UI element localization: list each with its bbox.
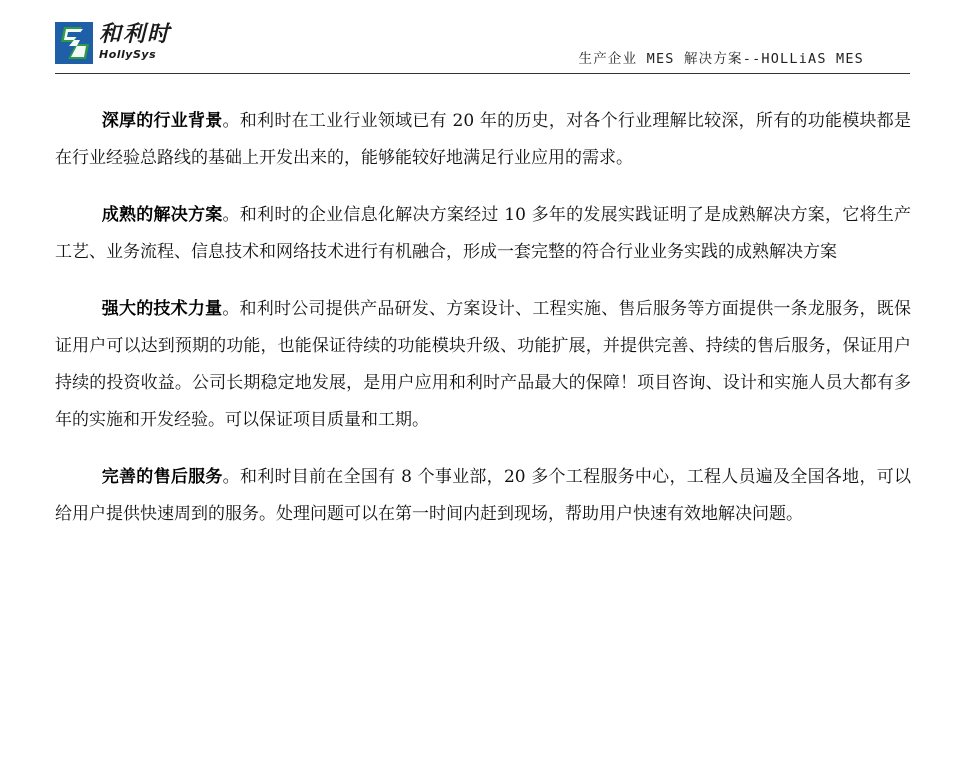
paragraph-after-sales-service: [55, 459, 911, 533]
paragraph-heading: 成熟的解决方案: [101, 205, 223, 225]
company-logo: [55, 22, 195, 66]
document-body: [55, 103, 911, 553]
paragraph-text: 。和利时的企业信息化解决方案经过 10 多年的发展实践证明了是成熟解决方案，它将生产工艺、业务流程、信息技术和网络技术进行有机融合，形成一套完整的符合行业业务实践的成熟解决方案: [55, 205, 911, 262]
paragraph-text: 。和利时在工业行业领域已有 20 年的历史，对各个行业理解比较深，所有的功能模块都是在行业经验总路线的基础上开发出来的，能够能较好地满足行业应用的需求。: [55, 111, 911, 168]
logo-english-name: HollySys: [99, 48, 157, 61]
paragraph-heading: 强大的技术力量: [101, 299, 223, 319]
paragraph-text: 。和利时公司提供产品研发、方案设计、工程实施、售后服务等方面提供一条龙服务，既保证用户可以达到预期的功能，也能保证待续的功能模块升级、功能扩展，并提供完善、持续的售后服务，保证用户持续的投资收益。公司长期稳定地发展，是用户应用和利时产品最大的保障！项目咨询、设计和实施人员大都有多年的实施和开发经验。可以保证项目质量和工期。: [55, 299, 912, 430]
header-divider: [55, 73, 910, 74]
paragraph-industry-background: [55, 103, 911, 177]
paragraph-text: 。和利时目前在全国有 8 个事业部，20 多个工程服务中心，工程人员遍及全国各地，可以给用户提供快速周到的服务。处理问题可以在第一时间内赶到现场，帮助用户快速有效地解决问题。: [55, 467, 911, 524]
hollysys-logo-icon: [55, 22, 93, 64]
paragraph-technical-strength: [55, 291, 911, 439]
document-title: 生产企业 MES 解决方案--HOLLiAS MES: [578, 51, 864, 67]
page-header: [0, 0, 960, 80]
paragraph-heading: 完善的售后服务: [101, 467, 223, 487]
logo-chinese-name: 和利时: [99, 21, 172, 47]
paragraph-mature-solution: [55, 197, 911, 271]
paragraph-heading: 深厚的行业背景: [101, 111, 223, 131]
